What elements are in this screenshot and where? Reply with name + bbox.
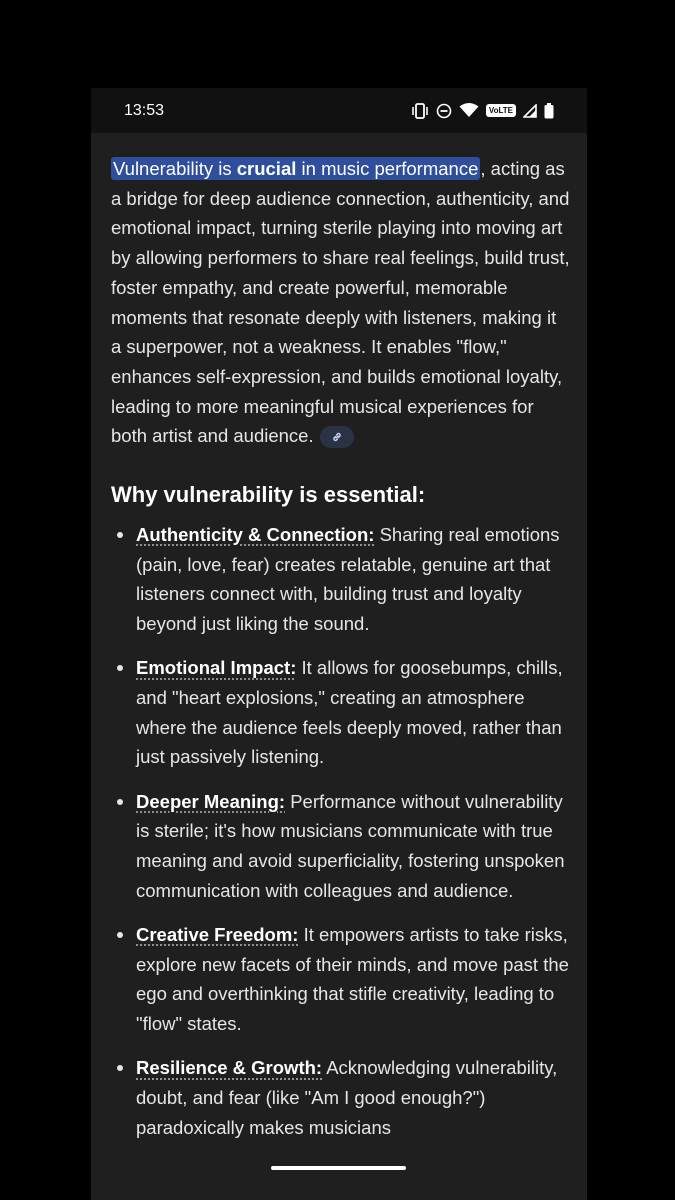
signal-icon	[523, 104, 537, 118]
battery-icon	[544, 103, 554, 119]
list-item-text: It allows for goosebumps, chills, and "heart explosions," creating an atmosphere where the audience feels deeply moved, rather than just passively listening.	[136, 657, 563, 768]
answer-content	[111, 154, 571, 1157]
status-bar	[91, 88, 587, 133]
intro-text: , acting as a bridge for deep audience connection, authenticity, and emotional impact, turning sterile playing into moving art by allowing performers to share real feelings, build trust, foster empathy, and create powerful, memorable moments that resonate deeply with listeners, making it a superpower, not a weakness. It enables "flow," enhances self-expression, and builds emotional loyalty, leading to more meaningful musical experiences for both artist and audience.	[111, 158, 570, 447]
volte-icon: VoLTE	[486, 104, 516, 117]
list-item-term[interactable]: Resilience & Growth:	[136, 1057, 323, 1079]
list-item	[111, 653, 571, 772]
source-link-chip[interactable]	[320, 426, 354, 448]
dnd-icon	[436, 103, 452, 119]
list-item-text: Acknowledging vulnerability, doubt, and fear (like "Am I good enough?") paradoxically makes musicians	[136, 1057, 558, 1138]
list-item	[111, 787, 571, 906]
list-item-term[interactable]: Creative Freedom:	[136, 923, 299, 945]
status-icons	[411, 103, 554, 119]
list-item-term[interactable]: Emotional Impact:	[136, 657, 297, 679]
list-item	[111, 520, 571, 639]
list-item-term[interactable]: Authenticity & Connection:	[136, 524, 375, 546]
phone-screen	[91, 88, 587, 1200]
home-indicator[interactable]	[271, 1166, 406, 1170]
status-time: 13:53	[124, 101, 165, 119]
highlighted-phrase: Vulnerability is crucial in music performance	[113, 158, 479, 179]
list-item-text: Sharing real emotions (pain, love, fear) creates relatable, genuine art that listeners connect with, building trust and loyalty beyond just liking the sound.	[136, 524, 560, 635]
list-item	[111, 1053, 571, 1142]
vibrate-icon	[411, 103, 429, 119]
section-heading: Why vulnerability is essential:	[111, 482, 426, 508]
wifi-icon	[459, 103, 479, 118]
intro-paragraph	[111, 154, 571, 451]
link-icon	[331, 431, 343, 443]
list-item-text: It empowers artists to take risks, explore new facets of their minds, and move past the ego and overthinking that stifle creativity, leading to "flow" states.	[136, 923, 569, 1035]
reasons-list	[111, 520, 571, 1142]
list-item-term[interactable]: Deeper Meaning:	[136, 790, 286, 812]
list-item-text: Performance without vulnerability is sterile; it's how musicians communicate with true meaning and avoid superficiality, fostering unspoken communication with colleagues and audience.	[136, 790, 565, 901]
list-item	[111, 920, 571, 1039]
